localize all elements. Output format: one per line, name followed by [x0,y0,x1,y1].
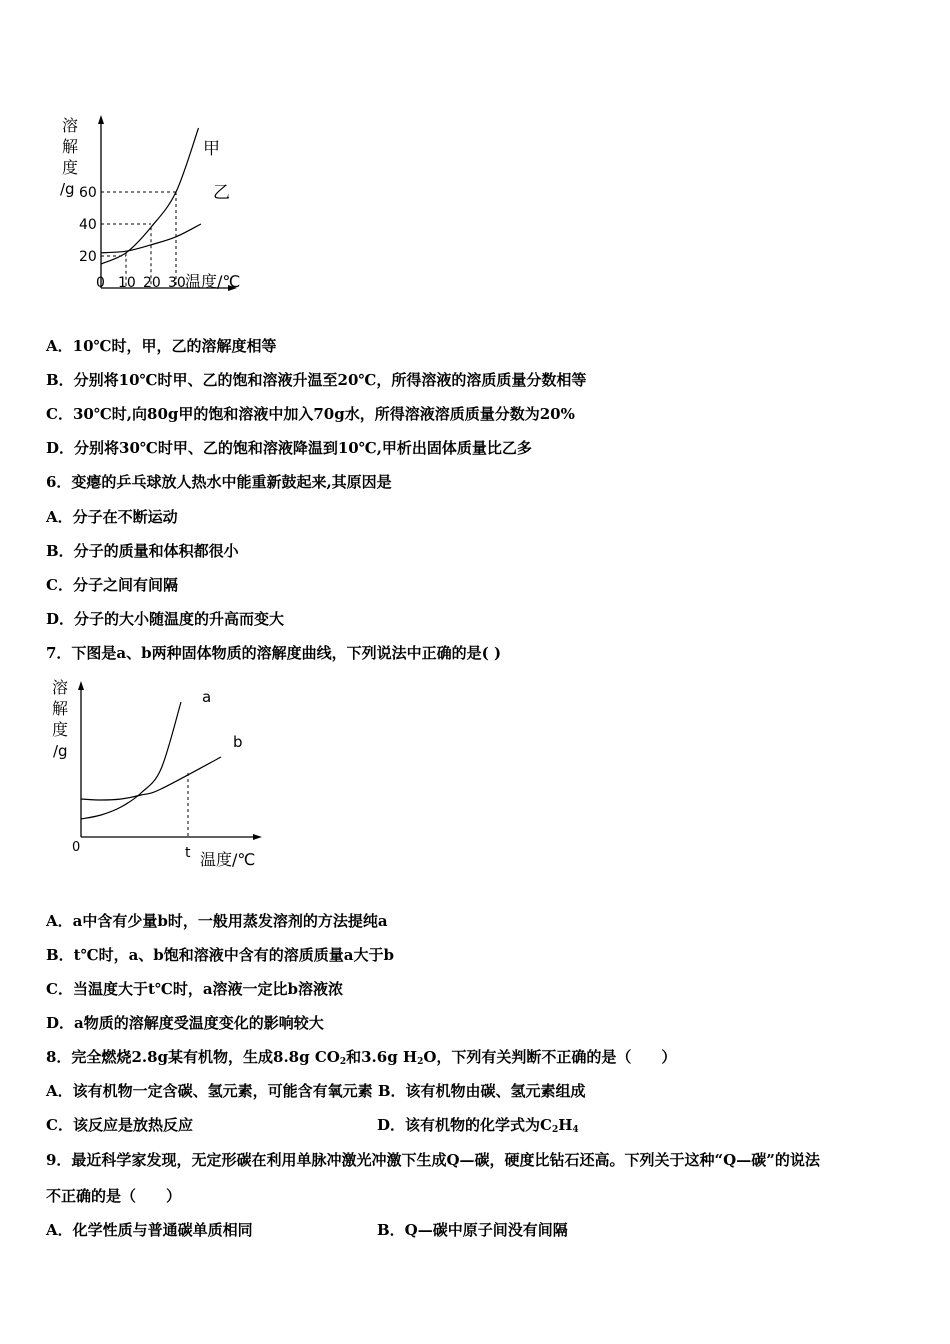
y-label-char-1: 溶 [62,116,79,135]
y-label-char-1: 溶 [52,678,69,697]
series-label-yi: 乙 [213,183,230,203]
q7-stem: 7．下图是a、b两种固体物质的溶解度曲线，下列说法中正确的是( ) [46,644,502,662]
q8-option-d-part-1: D．该有机物的化学式为C [377,1116,552,1134]
y-axis-arrow [98,115,104,124]
q8-stem-part-3: O，下列有关判断不正确的是（ ） [423,1048,677,1066]
y-label-char-2: 解 [52,699,69,718]
y-tick-20: 20 [79,249,97,265]
q8-stem-sub-1: 2 [339,1057,347,1067]
x-axis-label: 温度/℃ [200,850,256,869]
q9-stem-line-1: 9．最近科学家发现，无定形碳在利用单脉冲激光冲激下生成Q—碳，硬度比钻石还高。下列关于这种“Q—碳”的说法 [46,1151,820,1169]
q8-stem-part-2: 和3.6g H [346,1048,418,1066]
y-tick-60: 60 [79,185,97,201]
q6-option-c: C．分子之间有间隔 [46,576,178,594]
q9-option-b: B．Q—碳中原子间没有间隔 [377,1221,568,1239]
q8-option-d-sub-2: 4 [572,1125,579,1135]
q6-option-b: B．分子的质量和体积都很小 [46,542,239,560]
y-axis-arrow [78,681,84,690]
q9-option-a: A．化学性质与普通碳单质相同 [46,1221,253,1239]
q8-stem-sub-2: 2 [417,1057,424,1067]
series-label-a: a [202,688,212,706]
series-curve-jia [101,128,199,264]
q7-option-d: D．a物质的溶解度受温度变化的影响较大 [46,1014,324,1032]
solubility-chart-a-b [50,675,290,875]
x-tick-10: 10 [118,275,136,291]
series-label-jia: 甲 [203,139,220,159]
x-tick-30: 30 [168,275,186,291]
q5-option-b: B．分别将10℃时甲、乙的饱和溶液升温至20℃，所得溶液的溶质质量分数相等 [46,371,587,389]
q8-option-c: C．该反应是放热反应 [46,1116,193,1134]
x-tick-t: t [185,845,191,861]
y-label-char-2: 解 [62,137,79,156]
origin-label: 0 [72,840,81,855]
q6-option-a: A．分子在不断运动 [46,508,178,526]
q8-option-d-part-2: H [558,1116,573,1134]
series-label-b: b [233,733,243,751]
q8-options-ab: A．该有机物一定含碳、氢元素，可能含有氧元素 B．该有机物由碳、氢元素组成 [46,1082,586,1100]
y-label-char-4: /g [60,180,75,198]
q9-stem-line-2: 不正确的是（ ） [46,1187,182,1205]
y-tick-40: 40 [79,217,97,233]
q7-option-b: B．t℃时，a、b饱和溶液中含有的溶质质量a大于b [46,946,394,964]
x-axis-arrow [253,834,262,840]
x-axis-label: 温度/℃ [185,272,241,291]
x-tick-20: 20 [143,275,161,291]
q8-option-d-sub-1: 2 [551,1125,559,1135]
series-curve-a [81,702,181,819]
q5-option-a: A．10℃时，甲，乙的溶解度相等 [46,337,277,355]
q7-option-c: C．当温度大于t℃时，a溶液一定比b溶液浓 [46,980,344,998]
q8-option-d [377,1115,579,1140]
q8-stem-part-1: 8．完全燃烧2.8g某有机物，生成8.8g CO [46,1048,340,1066]
q6-stem: 6．变瘪的乒乓球放人热水中能重新鼓起来,其原因是 [46,473,392,491]
solubility-chart-jia-yi [55,110,315,300]
q8-stem [46,1047,676,1072]
q6-option-d: D．分子的大小随温度的升高而变大 [46,610,285,628]
y-label-char-3: 度 [62,158,79,177]
origin-label: 0 [96,275,105,291]
q5-option-d: D．分别将30℃时甲、乙的饱和溶液降温到10℃,甲析出固体质量比乙多 [46,439,532,457]
q5-option-c: C．30℃时,向80g甲的饱和溶液中加入70g水，所得溶液溶质质量分数为20% [46,405,575,423]
y-label-char-3: 度 [52,720,69,739]
y-label-char-4: /g [53,742,68,760]
q7-option-a: A．a中含有少量b时，一般用蒸发溶剂的方法提纯a [46,912,388,930]
series-curve-b [81,757,221,800]
